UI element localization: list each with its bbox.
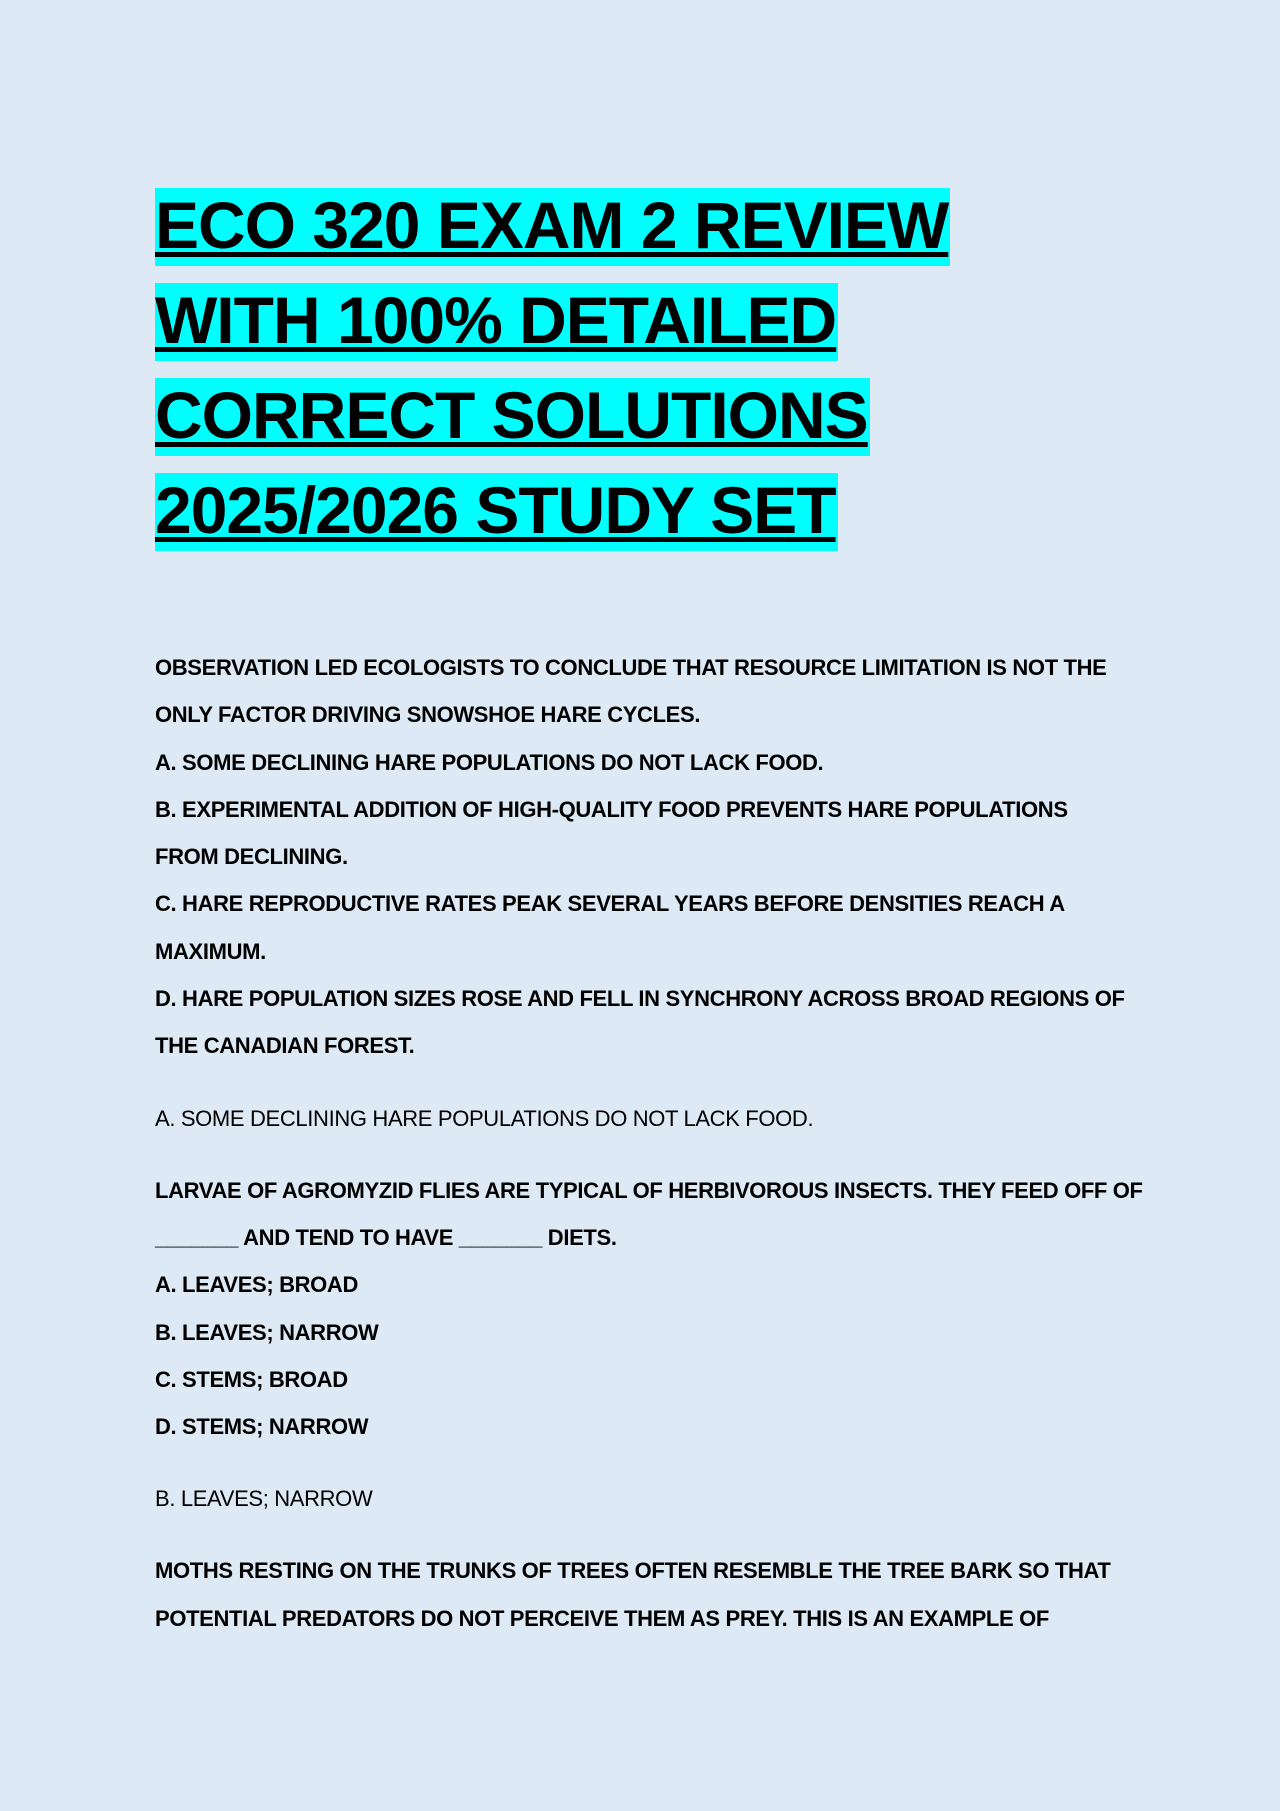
option-a: A. SOME DECLINING HARE POPULATIONS DO NOT LACK FOOD. [155,749,824,775]
question-list [155,644,1143,1642]
option-d: D. STEMS; NARROW [155,1414,369,1440]
document-page [155,178,1143,1642]
question-text: ONLY FACTOR DRIVING SNOWSHOE HARE CYCLES. [155,702,701,728]
answer-text: B. LEAVES; NARROW [155,1486,373,1512]
option-c: MAXIMUM. [155,938,266,964]
option-b: FROM DECLINING. [155,844,348,870]
title-line: WITH 100% DETAILED [155,273,1135,368]
option-d: D. HARE POPULATION SIZES ROSE AND FELL IN SYNCHRONY ACROSS BROAD REGIONS OF [155,986,1125,1012]
option-d: THE CANADIAN FOREST. [155,1033,415,1059]
answer-text: A. SOME DECLINING HARE POPULATIONS DO NOT LACK FOOD. [155,1105,814,1131]
option-c: C. STEMS; BROAD [155,1366,348,1392]
title-line: ECO 320 EXAM 2 REVIEW [155,178,1135,273]
title-line: CORRECT SOLUTIONS [155,368,1135,463]
question-text: OBSERVATION LED ECOLOGISTS TO CONCLUDE THAT RESOURCE LIMITATION IS NOT THE [155,655,1107,680]
title-line: 2025/2026 STUDY SET [155,463,1135,558]
option-a: A. LEAVES; BROAD [155,1272,359,1298]
question-text: _______ AND TEND TO HAVE _______ DIETS. [155,1224,617,1250]
question-block-2 [155,1167,1143,1523]
document-title [155,178,1135,558]
question-text: MOTHS RESTING ON THE TRUNKS OF TREES OFTEN RESEMBLE THE TREE BARK SO THAT [155,1558,1111,1584]
question-block-1 [155,644,1135,1142]
question-block-3 [155,1547,1135,1642]
option-c: C. HARE REPRODUCTIVE RATES PEAK SEVERAL YEARS BEFORE DENSITIES REACH A [155,891,1065,917]
option-b: B. LEAVES; NARROW [155,1319,379,1345]
option-b: B. EXPERIMENTAL ADDITION OF HIGH-QUALITY FOOD PREVENTS HARE POPULATIONS [155,796,1068,822]
question-text: POTENTIAL PREDATORS DO NOT PERCEIVE THEM AS PREY. THIS IS AN EXAMPLE OF [155,1605,1049,1631]
question-text: LARVAE OF AGROMYZID FLIES ARE TYPICAL OF HERBIVOROUS INSECTS. THEY FEED OFF OF [155,1177,1143,1203]
